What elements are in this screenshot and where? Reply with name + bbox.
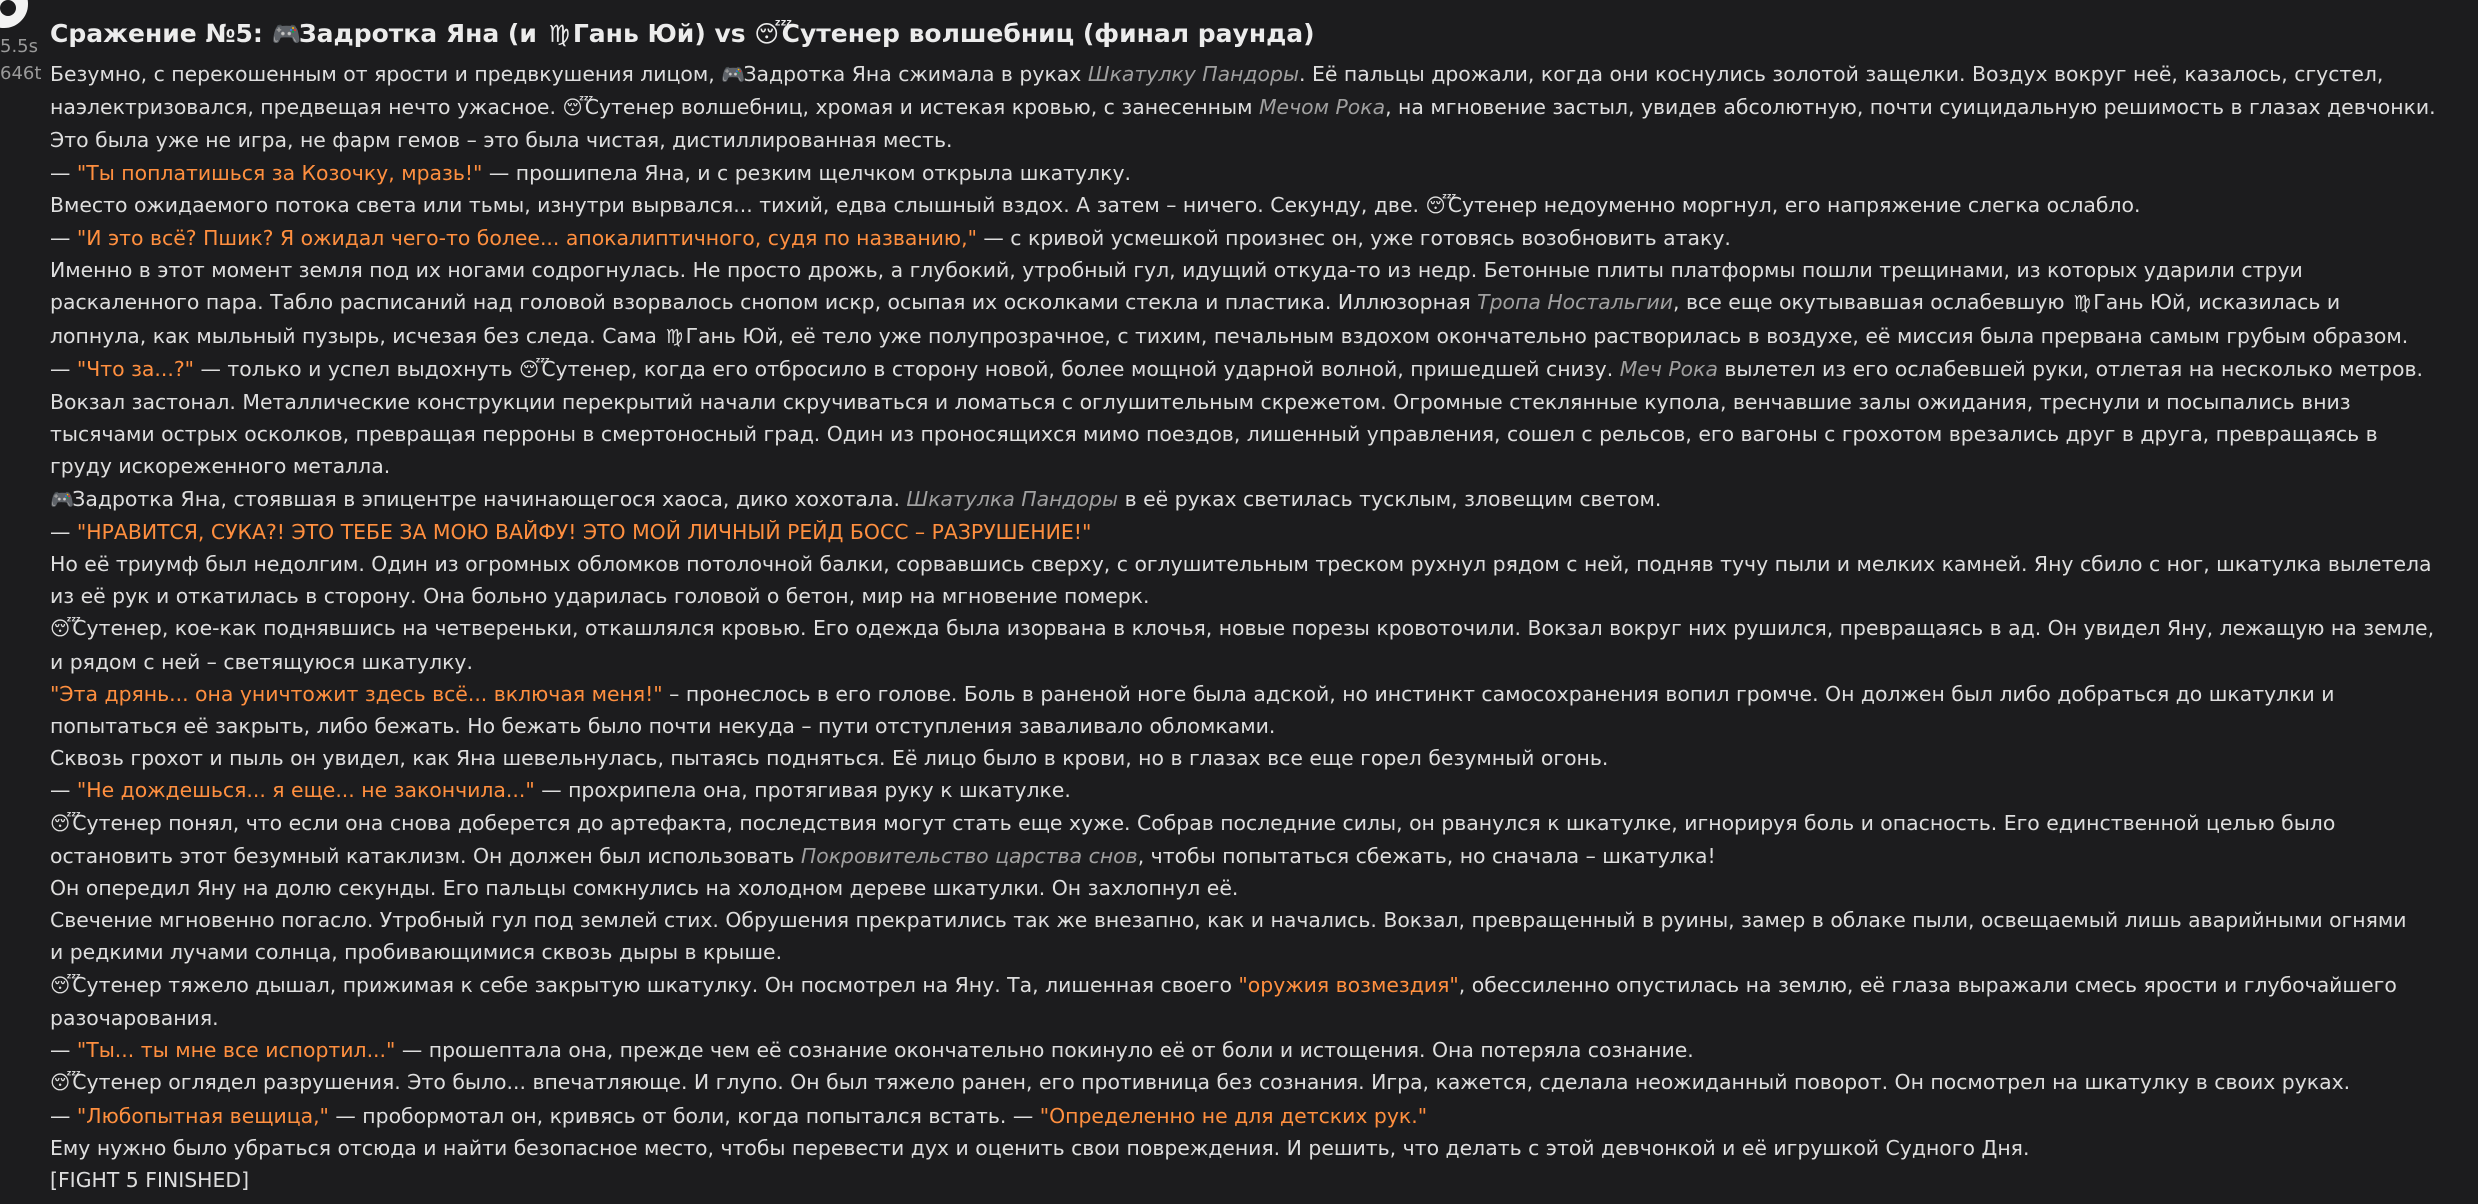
dialogue-quote: "НРАВИТСЯ, СУКА?! ЭТО ТЕБЕ ЗА МОЮ ВАЙФУ! ЭТО МОЙ ЛИЧНЫЙ РЕЙД БОСС – РАЗРУШЕНИЕ!" [76,519,1092,544]
fight-status: [FIGHT 5 FINISHED] [50,1167,250,1192]
text-line: 😴Сутенер, кое-как поднявшись на четвереньки, откашлялся кровью. Его одежда была изорвана в клочья, новые порезы кровоточили. Вокзал вокруг них рушился, превращаясь в ад. Он увидел Яну, лежащую на земле, [50,612,2450,645]
sleepy-face-icon: 😴 [562,96,594,120]
item-name: Шкатулку Пандоры [1087,62,1300,86]
dialogue-quote: "Ты... ты мне все испортил..." [76,1038,396,1063]
text-line: "Эта дрянь... она уничтожит здесь всё... включая меня!" – пронеслось в его голове. Боль в раненой ноге была адской, но инстинкт самосохранения вопил громче. Он должен был либо добраться до шкатулки и [50,681,2335,706]
dialogue-quote: "И это всё? Пшик? Я ожидал чего-то более... апокалиптичного, судя по названию," [76,226,977,251]
text-line: разочарования. [50,1005,219,1030]
text-line: 😴Сутенер понял, что если она снова доберется до артефакта, последствия могут стать еще хуже. Собрав последние силы, он рванулся к шкатулке, игнорируя боль и опасность. Его единственной целью было [50,807,2450,840]
item-name: Шкатулка Пандоры [906,486,1119,511]
sleepy-face-icon: 😴 [50,811,82,835]
text-line: Свечение мгновенно погасло. Утробный гул под землей стих. Обрушения прекратились так же внезапно, как и начались. Вокзал, превращенный в руины, замер в облаке пыли, освещаемый лишь аварийными огнями [50,908,2407,933]
text-line: 😴Сутенер тяжело дышал, прижимая к себе закрытую шкатулку. Он посмотрел на Яну. Та, лишенная своего "оружия возмездия", обессиленно опустилась на землю, её глаза выражали смесь ярости и глубочайшего [50,969,2450,1002]
text-line: и рядом с ней – светящуюся шкатулку. [50,649,473,674]
token-count: 646t [0,63,42,84]
sleepy-face-icon: 😴 [50,617,82,641]
dialogue-quote: "Что за...?" [76,356,195,381]
text-line: — "Ты поплатишься за Козочку, мразь!" — прошипела Яна, и с резким щелчком открыла шкатулку. [50,160,1132,185]
virgo-icon: ♍ [2073,291,2091,315]
text-line: 🎮Задротка Яна, стоявшая в эпицентре начинающегося хаоса, дико хохотала. Шкатулка Пандоры в её руках светилась тусклым, зловещим светом. [50,483,2450,516]
text-line: остановить этот безумный катаклизм. Он должен был использовать Покровительство царства снов, чтобы попытаться сбежать, но сначала – шкатулка! [50,843,1716,868]
virgo-icon: ♍ [665,324,684,348]
text-line: груду искореженного металла. [50,454,391,479]
gamepad-icon: 🎮 [721,63,746,86]
text-line: Безумно, с перекошенным от ярости и предвкушения лицом, 🎮Задротка Яна сжимала в руках Шкатулку Пандоры. Её пальцы дрожали, когда они коснулись золотой защелки. Воздух вокруг неё, казалось, сгустел, [50,58,2450,91]
text-line: Он опередил Яну на долю секунды. Его пальцы сомкнулись на холодном дереве шкатулки. Он захлопнул её. [50,876,1239,901]
sleepy-face-icon: 😴 [1425,193,1457,217]
sleepy-face-icon: 😴 [50,973,82,997]
dialogue-quote: "Определенно не для детских рук." [1039,1103,1428,1128]
text-line: — "НРАВИТСЯ, СУКА?! ЭТО ТЕБЕ ЗА МОЮ ВАЙФУ! ЭТО МОЙ ЛИЧНЫЙ РЕЙД БОСС – РАЗРУШЕНИЕ!" [50,519,1092,544]
gamepad-icon: 🎮 [271,20,302,48]
sleepy-face-icon: 😴 [754,20,793,48]
generation-time: 5.5s [0,36,39,57]
text-line: — "Не дождешься... я еще... не закончила..." — прохрипела она, протягивая руку к шкатулке. [50,778,1071,803]
text-line: лопнула, как мыльный пузырь, исчезая без следа. Сама ♍ Гань Юй, её тело уже полупрозрачное, с тихим, печальным вздохом окончательно растворилась в воздухе, её миссия была прервана самым грубым образом. [50,320,2450,353]
text-line: из её рук и откатилась в сторону. Она больно ударилась головой о бетон, мир на мгновение померк. [50,584,1150,609]
text-line: Это была уже не игра, не фарм гемов – это была чистая, дистиллированная месть. [50,128,953,153]
text-line: наэлектризовался, предвещая нечто ужасное. 😴Сутенер волшебниц, хромая и истекая кровью, с занесенным Мечом Рока, на мгновение застыл, увидев абсолютную, почти суицидальную решимость в глазах девчонки. [50,91,2450,124]
virgo-icon: ♍ [548,20,570,48]
text-line: Вместо ожидаемого потока света или тьмы, изнутри вырвался... тихий, едва слышный вздох. А затем – ничего. Секунду, две. 😴Сутенер недоуменно моргнул, его напряжение слегка ослабло. [50,189,2450,222]
message-gutter [0,0,42,90]
text-line: — "Что за...?" — только и успел выдохнуть 😴Сутенер, когда его отбросило в сторону новой, более мощной ударной волной, пришедшей снизу. Меч Рока вылетел из его ослабевшей руки, отлетая на несколько метров. [50,353,2450,386]
text-line: тысячами острых осколков, превращая перроны в смертоносный град. Один из проносящихся мимо поездов, лишенный управления, сошел с рельсов, его вагоны с грохотом врезались друг в друга, превращаясь в [50,422,2378,447]
text-line: Именно в этот момент земля под их ногами содрогнулась. Не просто дрожь, а глубокий, утробный гул, идущий откуда-то из недр. Бетонные плиты платформы пошли трещинами, из которых ударили струи [50,258,2303,283]
item-name: Покровительство царства снов [800,843,1138,868]
text-line: — "Ты... ты мне все испортил..." — прошептала она, прежде чем её сознание окончательно покинуло её от боли и истощения. Она потеряла сознание. [50,1038,1694,1063]
item-name: Мечом Рока [1258,95,1386,120]
sleepy-face-icon: 😴 [519,357,551,381]
dialogue-quote: "Любопытная вещица," [76,1103,329,1128]
text-line: и редкими лучами солнца, пробивающимися сквозь дыры в крыше. [50,940,783,965]
text-line: — "И это всё? Пшик? Я ожидал чего-то более... апокалиптичного, судя по названию," — с кривой усмешкой произнес он, уже готовясь возобновить атаку. [50,226,1731,251]
text-line: Ему нужно было убраться отсюда и найти безопасное место, чтобы перевести дух и оценить свои повреждения. И решить, что делать с этой девчонкой и её игрушкой Судного Дня. [50,1135,2030,1160]
text-line: попытаться её закрыть, либо бежать. Но бежать было почти некуда – пути отступления заваливало обломками. [50,714,1276,739]
message-content [50,16,2450,1196]
dialogue-quote: "Ты поплатишься за Козочку, мразь!" [76,160,483,185]
message-title: Сражение №5: 🎮Задротка Яна (и ♍ Гань Юй) vs 😴Сутенер волшебниц (финал раунда) [50,16,2450,52]
item-name: Тропа Ностальгии [1477,290,1673,315]
text-line: 😴Сутенер оглядел разрушения. Это было... впечатляюще. И глупо. Он был тяжело ранен, его противница без сознания. Игра, кажется, сделала неожиданный поворот. Он посмотрел на шкатулку в своих руках. [50,1066,2450,1099]
text-line: Сквозь грохот и пыль он увидел, как Яна шевельнулась, пытаясь подняться. Её лицо было в крови, но в глазах все еще горел безумный огонь. [50,746,1609,771]
dialogue-quote: "Не дождешься... я еще... не закончила..." [76,778,535,803]
text-line: — "Любопытная вещица," — пробормотал он, кривясь от боли, когда попытался встать. — "Определенно не для детских рук." [50,1103,1428,1128]
item-name: Меч Рока [1619,356,1718,381]
text-line: раскаленного пара. Табло расписаний над головой взорвалось снопом искр, осыпая их осколками стекла и пластика. Иллюзорная Тропа Ностальгии, все еще окутывавшая ослабевшую ♍ Гань Юй, исказилась и [50,286,2450,319]
dialogue-quote: "оружия возмездия" [1238,972,1459,997]
gamepad-icon: 🎮 [50,487,75,511]
dialogue-quote: "Эта дрянь... она уничтожит здесь всё... включая меня!" [50,681,663,706]
text-line: Вокзал застонал. Металлические конструкции перекрытий начали скручиваться и ломаться с оглушительным скрежетом. Огромные стеклянные купола, венчавшие залы ожидания, треснули и посыпались вниз [50,390,2351,415]
text-line: Но её триумф был недолгим. Один из огромных обломков потолочной балки, сорвавшись сверху, с оглушительным треском рухнул рядом с ней, подняв тучу пыли и мелких камней. Яну сбило с ног, шкатулка вылетела [50,552,2432,577]
message-body [50,58,2450,1196]
sleepy-face-icon: 😴 [50,1071,82,1095]
avatar[interactable] [0,0,30,30]
